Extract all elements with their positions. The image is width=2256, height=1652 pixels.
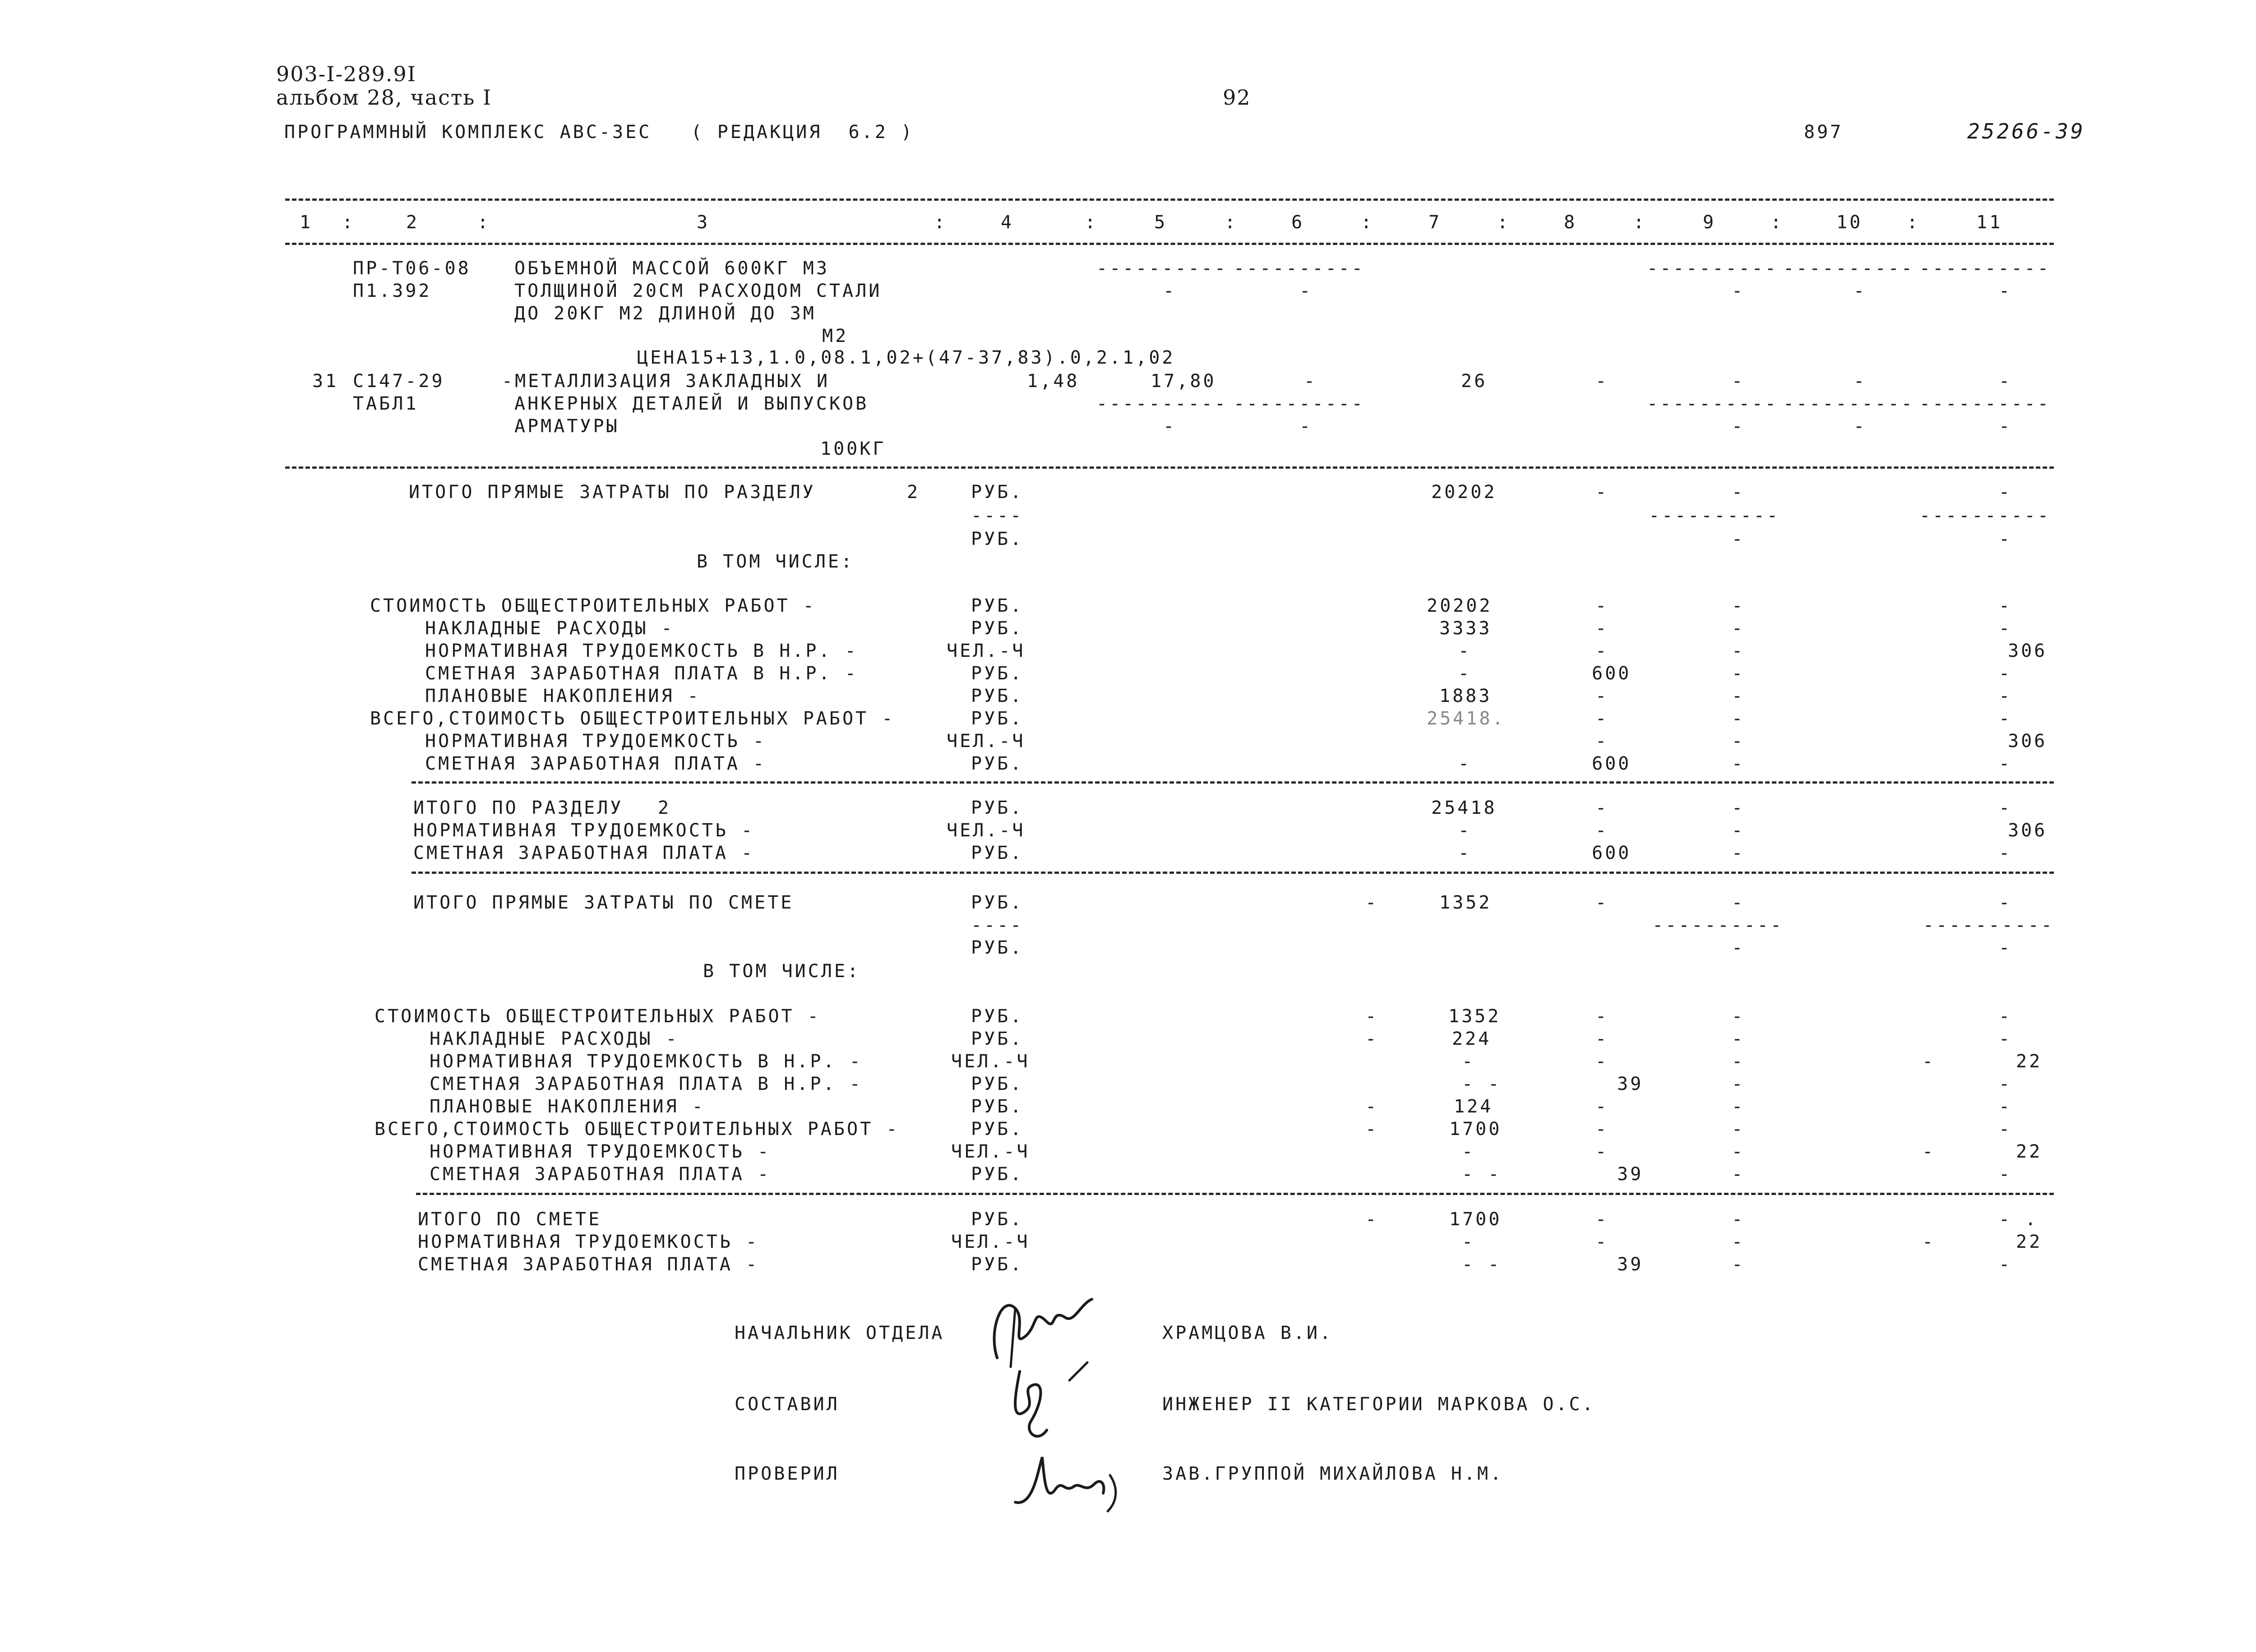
section-number: 2 [907,482,920,503]
breakdown-label: НОРМАТИВНАЯ ТРУДОЕМКОСТЬ - [430,1141,771,1162]
unit-hours: ЧЕЛ.-Ч [947,731,1026,752]
dash: - [1732,820,1745,841]
breakdown-value: 3333 [1439,618,1492,639]
signature-role: НАЧАЛЬНИК ОТДЕЛА [735,1323,945,1343]
unit-hours: ЧЕЛ.-Ч [947,820,1026,841]
dash: - [1595,1051,1609,1072]
dash: - [1365,1006,1379,1027]
section-summary-value: 306 [2008,820,2048,841]
estimate-summary-label: СМЕТНАЯ ЗАРАБОТНАЯ ПЛАТА - [418,1254,759,1275]
item-text: АРМАТУРЫ [514,416,619,437]
item-code: ПР-Т06-08 [353,258,471,279]
estimate-summary-label: НОРМАТИВНАЯ ТРУДОЕМКОСТЬ - [418,1232,759,1252]
breakdown-value: 20202 [1427,595,1493,616]
dash: - [1999,937,2012,958]
dash: - [1365,1029,1379,1049]
handwritten-signature-checker [1006,1444,1123,1516]
col-5: 5 [1154,212,1168,233]
sheet-number: 897 [1804,122,1844,143]
dash: - [1999,371,2012,392]
dash-line: ---------- [1923,915,2054,936]
album-part: альбом 28, часть I [276,85,492,110]
signature-name: ХРАМЦОВА В.И. [1162,1323,1333,1343]
dash: - [1595,731,1609,752]
col-4: 4 [1001,212,1014,233]
section-title: ИТОГО ПРЯМЫЕ ЗАТРАТЫ ПО РАЗДЕЛУ [409,482,816,503]
dash: - [1458,753,1472,774]
section-summary-total: 25418 [1431,798,1497,818]
unit-rub: РУБ. [971,529,1024,549]
dash: - [1299,281,1313,301]
item-number: 31 [312,371,339,392]
rule-estimate-breakdown [416,1193,2054,1195]
dash: - [1595,798,1609,818]
dash: - [1732,1119,1745,1140]
dash: - [1595,595,1609,616]
unit-rub: РУБ. [971,1164,1024,1185]
dash: - [1732,843,1745,863]
unit-rub: РУБ. [971,595,1024,616]
breakdown-label: СМЕТНАЯ ЗАРАБОТНАЯ ПЛАТА - [430,1164,771,1185]
dash: - [1999,798,2012,818]
dash: - [1458,843,1472,863]
dash: - [1732,595,1745,616]
dash: - [1732,1051,1745,1072]
dash: - [1999,1119,2012,1140]
dash: - [1999,482,2012,503]
breakdown-label: ВСЕГО,СТОИМОСТЬ ОБЩЕСТРОИТЕЛЬНЫХ РАБОТ - [370,708,895,729]
dash: - [1458,663,1472,684]
rule-section-end [411,872,2054,874]
dash: - [1999,416,2012,437]
breakdown-value: 600 [1592,753,1632,774]
dash: - [1999,663,2012,684]
dash: - - [1462,1164,1502,1185]
rule-top [285,198,2054,201]
dash: - [1999,843,2012,863]
dash: - [1922,1051,1936,1072]
estimate-summary-label: ИТОГО ПО СМЕТЕ [418,1209,602,1230]
dash-line: ---- [971,505,1024,526]
dash: - [1999,281,2012,301]
dash: - [1595,641,1609,661]
item-unit: 100КГ [820,438,886,459]
item-total: 26 [1461,371,1488,392]
col-9: 9 [1703,212,1716,233]
dash: - [1595,482,1609,503]
breakdown-label: СТОИМОСТЬ ОБЩЕСТРОИТЕЛЬНЫХ РАБОТ - [374,1006,821,1027]
registration-number: 25266-39 [1967,119,2085,143]
breakdown-value: 22 [2016,1141,2043,1162]
dash: - [1732,281,1745,301]
section-subtitle: В ТОМ ЧИСЛЕ: [697,551,854,572]
unit-rub: РУБ. [971,892,1024,913]
unit-rub: РУБ. [971,798,1024,818]
section-number: 2 [658,798,671,818]
dash: - [1299,416,1313,437]
dash: - [1595,618,1609,639]
item-text: ТОЛЩИНОЙ 20СМ РАСХОДОМ СТАЛИ [514,281,882,301]
dash: - [1462,1232,1475,1252]
dash: - [1365,1096,1379,1117]
unit-rub: РУБ. [971,1119,1024,1140]
section-summary-label: НОРМАТИВНАЯ ТРУДОЕМКОСТЬ - [413,820,755,841]
col-8: 8 [1564,212,1577,233]
dash: - [1595,371,1609,392]
section-summary-label: СМЕТНАЯ ЗАРАБОТНАЯ ПЛАТА - [413,843,755,863]
dash: - [1458,820,1472,841]
dash-line: ---------- [1234,393,1365,414]
dash: - [1732,529,1745,549]
dash: - [1854,416,1867,437]
dash: - [1732,641,1745,661]
item-price: 17,80 [1151,371,1216,392]
dash: - [1922,1232,1936,1252]
handwritten-signature-author [993,1353,1101,1453]
item-unit: М2 [822,326,849,346]
dash: - [1732,708,1745,729]
doc-code: 903-I-289.9I [276,62,416,86]
item-code: С147-29 [353,371,445,392]
breakdown-label: СМЕТНАЯ ЗАРАБОТНАЯ ПЛАТА В Н.Р. - [425,663,858,684]
item-text: -МЕТАЛЛИЗАЦИЯ ЗАКЛАДНЫХ И [502,371,830,392]
unit-rub: РУБ. [971,1006,1024,1027]
dash: - [1365,1119,1379,1140]
dash: - [1999,1164,2012,1185]
dash-line: ---------- [1919,258,2051,279]
section-total: 20202 [1431,482,1497,503]
dash: - [1732,686,1745,706]
unit-rub: РУБ. [971,1074,1024,1094]
col-sep: : [1907,212,1920,233]
col-10: 10 [1836,212,1863,233]
dash: - [1595,708,1609,729]
dash: - [1732,1164,1745,1185]
dash: - - [1462,1074,1502,1094]
breakdown-value: 39 [1617,1164,1644,1185]
dash: - [1595,1096,1609,1117]
breakdown-label: ПЛАНОВЫЕ НАКОПЛЕНИЯ - [425,686,701,706]
dash: - [1304,371,1318,392]
col-sep: : [477,212,491,233]
dash: - [1595,1119,1609,1140]
dash-line: ---------- [1096,258,1228,279]
dash: - [1732,618,1745,639]
dash: - [1732,1232,1745,1252]
dash: - [1732,1254,1745,1275]
dash: - [1365,892,1379,913]
dash: - [1595,686,1609,706]
dash: - [1595,1029,1609,1049]
dash-line: ---------- [1096,393,1228,414]
dash: - [1732,798,1745,818]
item-quantity: 1,48 [1027,371,1080,392]
breakdown-value: 25418. [1427,708,1506,729]
dash: - . [1999,1209,2039,1230]
col-sep: : [1361,212,1374,233]
dash: - [1732,937,1745,958]
unit-rub: РУБ. [971,686,1024,706]
dash-line: ---------- [1919,505,2051,526]
estimate-summary-total: 1700 [1449,1209,1502,1230]
dash: - [1732,1029,1745,1049]
dash: - [1732,753,1745,774]
breakdown-value: 39 [1617,1074,1644,1094]
col-sep: : [1771,212,1784,233]
breakdown-value: 600 [1592,663,1632,684]
col-sep: : [1497,212,1511,233]
rule-header-bottom [285,243,2054,245]
unit-rub: РУБ. [971,1096,1024,1117]
breakdown-value: 124 [1454,1096,1493,1117]
rule-section-breakdown [411,781,2054,784]
dash: - [1732,1209,1745,1230]
dash: - [1595,820,1609,841]
col-sep: : [342,212,356,233]
signature-role: СОСТАВИЛ [735,1394,840,1415]
dash-line: ---------- [1647,258,1778,279]
dash: - [1999,1254,2012,1275]
dash: - [1732,1141,1745,1162]
col-3: 3 [697,212,710,233]
estimate-subtitle: В ТОМ ЧИСЛЕ: [703,961,860,982]
unit-rub: РУБ. [971,1029,1024,1049]
breakdown-label: НОРМАТИВНАЯ ТРУДОЕМКОСТЬ В Н.Р. - [425,641,858,661]
dash: - [1732,1074,1745,1094]
dash-line: ---------- [1234,258,1365,279]
estimate-total: 1352 [1439,892,1492,913]
page-number: 92 [1223,85,1251,110]
breakdown-label: НОРМАТИВНАЯ ТРУДОЕМКОСТЬ - [425,731,767,752]
estimate-title: ИТОГО ПРЯМЫЕ ЗАТРАТЫ ПО СМЕТЕ [413,892,794,913]
unit-rub: РУБ. [971,753,1024,774]
dash: - - [1462,1254,1502,1275]
dash: - [1732,1006,1745,1027]
item-text: АНКЕРНЫХ ДЕТАЛЕЙ И ВЫПУСКОВ [514,393,869,414]
dash: - [1922,1141,1936,1162]
dash-line: ---------- [1783,393,1914,414]
breakdown-label: СМЕТНАЯ ЗАРАБОТНАЯ ПЛАТА - [425,753,767,774]
dash: - [1999,529,2012,549]
dash: - [1732,663,1745,684]
dash: - [1999,595,2012,616]
breakdown-value: 306 [2008,731,2048,752]
signature-name: ИНЖЕНЕР II КАТЕГОРИИ МАРКОВА О.С. [1162,1394,1595,1415]
dash: - [1163,416,1177,437]
unit-rub: РУБ. [971,1254,1024,1275]
estimate-summary-value: 39 [1617,1254,1644,1275]
item-text: ОБЪЕМНОЙ МАССОЙ 600КГ М3 [514,258,829,279]
item-ref: П1.392 [353,281,432,301]
unit-rub: РУБ. [971,843,1024,863]
dash: - [1462,1141,1475,1162]
unit-hours: ЧЕЛ.-Ч [947,641,1026,661]
section-summary-label: ИТОГО ПО РАЗДЕЛУ [413,798,624,818]
unit-hours: ЧЕЛ.-Ч [951,1232,1030,1252]
col-1: 1 [300,212,313,233]
dash: - [1999,1029,2012,1049]
unit-rub: РУБ. [971,663,1024,684]
dash-line: ---------- [1652,915,1784,936]
signature-role: ПРОВЕРИЛ [735,1463,840,1484]
breakdown-value: 224 [1452,1029,1492,1049]
breakdown-value: 22 [2016,1051,2043,1072]
unit-rub: РУБ. [971,708,1024,729]
dash: - [1458,641,1472,661]
dash: - [1163,281,1177,301]
dash: - [1732,892,1745,913]
breakdown-label: НАКЛАДНЫЕ РАСХОДЫ - [430,1029,679,1049]
dash: - [1732,731,1745,752]
unit-rub: РУБ. [971,1209,1024,1230]
breakdown-label: СТОИМОСТЬ ОБЩЕСТРОИТЕЛЬНЫХ РАБОТ - [370,595,816,616]
item-formula: ЦЕНА15+13,1.0,08.1,02+(47-37,83).0,2.1,02 [637,347,1175,368]
breakdown-value: 1700 [1449,1119,1502,1140]
dash: - [1732,416,1745,437]
dash: - [1595,892,1609,913]
breakdown-label: НОРМАТИВНАЯ ТРУДОЕМКОСТЬ В Н.Р. - [430,1051,863,1072]
breakdown-label: ВСЕГО,СТОИМОСТЬ ОБЩЕСТРОИТЕЛЬНЫХ РАБОТ - [374,1119,900,1140]
dash: - [1999,1006,2012,1027]
dash: - [1999,892,2012,913]
dash: - [1999,618,2012,639]
col-11: 11 [1976,212,2003,233]
dash: - [1999,753,2012,774]
breakdown-label: НАКЛАДНЫЕ РАСХОДЫ - [425,618,675,639]
breakdown-value: 1352 [1448,1006,1501,1027]
item-text: ДО 20КГ М2 ДЛИНОЙ ДО 3М [514,303,816,324]
col-sep: : [1633,212,1647,233]
signature-name: ЗАВ.ГРУППОЙ МИХАЙЛОВА Н.М. [1162,1463,1504,1484]
unit-rub: РУБ. [971,482,1024,503]
col-sep: : [1225,212,1238,233]
breakdown-label: ПЛАНОВЫЕ НАКОПЛЕНИЯ - [430,1096,705,1117]
unit-hours: ЧЕЛ.-Ч [951,1141,1030,1162]
unit-rub: РУБ. [971,618,1024,639]
col-2: 2 [406,212,420,233]
rule-items-bottom [285,466,2054,469]
dash: - [1365,1209,1379,1230]
dash: - [1595,1209,1609,1230]
dash: - [1854,281,1867,301]
col-7: 7 [1428,212,1442,233]
item-ref: ТАБЛ1 [353,393,419,414]
dash-line: ---------- [1649,505,1780,526]
dash: - [1732,1096,1745,1117]
dash: - [1854,371,1867,392]
unit-hours: ЧЕЛ.-Ч [951,1051,1030,1072]
breakdown-value: 306 [2008,641,2048,661]
col-sep: : [934,212,948,233]
section-summary-value: 600 [1592,843,1632,863]
dash-line: ---- [971,915,1024,936]
dash: - [1595,1141,1609,1162]
dash-line: ---------- [1647,393,1778,414]
dash-line: ---------- [1919,393,2051,414]
col-6: 6 [1291,212,1305,233]
dash: - [1999,708,2012,729]
dash-line: ---------- [1783,258,1914,279]
dash: - [1999,686,2012,706]
dash: - [1462,1051,1475,1072]
breakdown-label: СМЕТНАЯ ЗАРАБОТНАЯ ПЛАТА В Н.Р. - [430,1074,863,1094]
estimate-summary-value: 22 [2016,1232,2043,1252]
col-sep: : [1085,212,1098,233]
dash: - [1595,1232,1609,1252]
dash: - [1999,1074,2012,1094]
unit-rub: РУБ. [971,937,1024,958]
dash: - [1732,482,1745,503]
breakdown-value: 1883 [1439,686,1492,706]
program-title: ПРОГРАММНЫЙ КОМПЛЕКС АВС-3ЕС ( РЕДАКЦИЯ 6.2 ) [284,122,914,143]
dash: - [1595,1006,1609,1027]
dash: - [1732,371,1745,392]
dash: - [1999,1096,2012,1117]
